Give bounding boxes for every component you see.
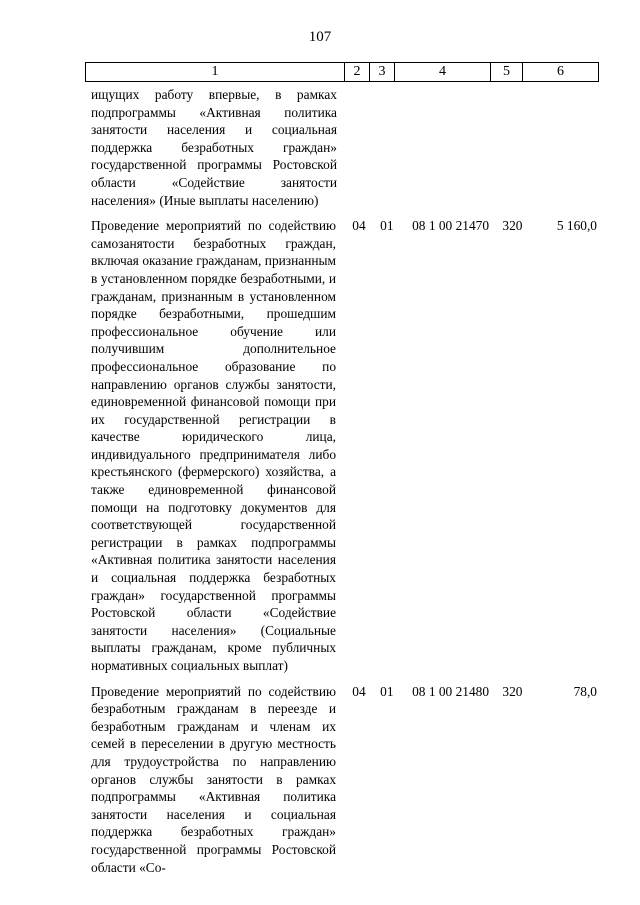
header-col-5: 5 <box>491 63 523 81</box>
row-target-article-code: 08 1 00 21470 <box>412 218 490 234</box>
header-col-6: 6 <box>557 64 564 79</box>
table-header <box>85 62 599 82</box>
row-expense-type-code: 320 <box>502 683 523 699</box>
row-description: ищущих работу впервые, в рамках подпрограммы «Активная политика занятости населения и социальная поддержка безработных граждан» государственной программы Ростовской области «Содействие занятости населения» (Иные выплаты населению) <box>91 87 337 208</box>
header-col-3: 3 <box>370 63 395 81</box>
row-subsection-code: 01 <box>380 683 394 699</box>
row-description: Проведение мероприятий по содействию самозанятости безработных граждан, включая оказание гражданам, признанным в установленном порядке безработными, и гражданам, признанным в установленном порядке безработными, прошедшим профессиональное обучение или получившим дополнительное профессиональное образование по направлению органов службы занятости, единовременной финансовой помощи при их государственной регистрации в качестве юридического лица, индивидуального предпринимателя либо крестьянского (фермерского) хозяйства, а также единовременной финансовой помощи на подготовку документов для соответствующей государственной регистрации в рамках подпрограммы «Активная политика занятости населения и социальная поддержка безработных граждан» государственной программы Ростовской области «Содействие занятости населения» (Социальные выплаты гражданам, кроме публичных нормативных социальных выплат) <box>91 218 337 673</box>
table-body <box>85 86 599 884</box>
table-row <box>85 217 599 674</box>
row-expense-type-code: 320 <box>502 218 523 234</box>
table-row <box>85 86 599 209</box>
header-col-2: 2 <box>345 63 370 81</box>
row-amount: 5 160,0 <box>556 218 597 234</box>
row-subsection-code: 01 <box>380 218 394 234</box>
row-description: Проведение мероприятий по содействию безработным гражданам в переезде и безработным гражданам и членам их семей в переселении в другую местность для трудоустройства по направлению органов службы занятости в рамках подпрограммы «Активная политика занятости населения и социальная поддержка безработных граждан» государственной программы Ростовской области «Со- <box>91 683 337 875</box>
table-row <box>85 683 599 877</box>
row-amount: 78,0 <box>573 683 597 699</box>
header-col-4: 4 <box>395 63 491 81</box>
row-section-code: 04 <box>352 218 366 234</box>
row-section-code: 04 <box>352 683 366 699</box>
header-col-1: 1 <box>86 63 345 81</box>
page-number: 107 <box>308 29 332 45</box>
row-target-article-code: 08 1 00 21480 <box>412 683 490 699</box>
